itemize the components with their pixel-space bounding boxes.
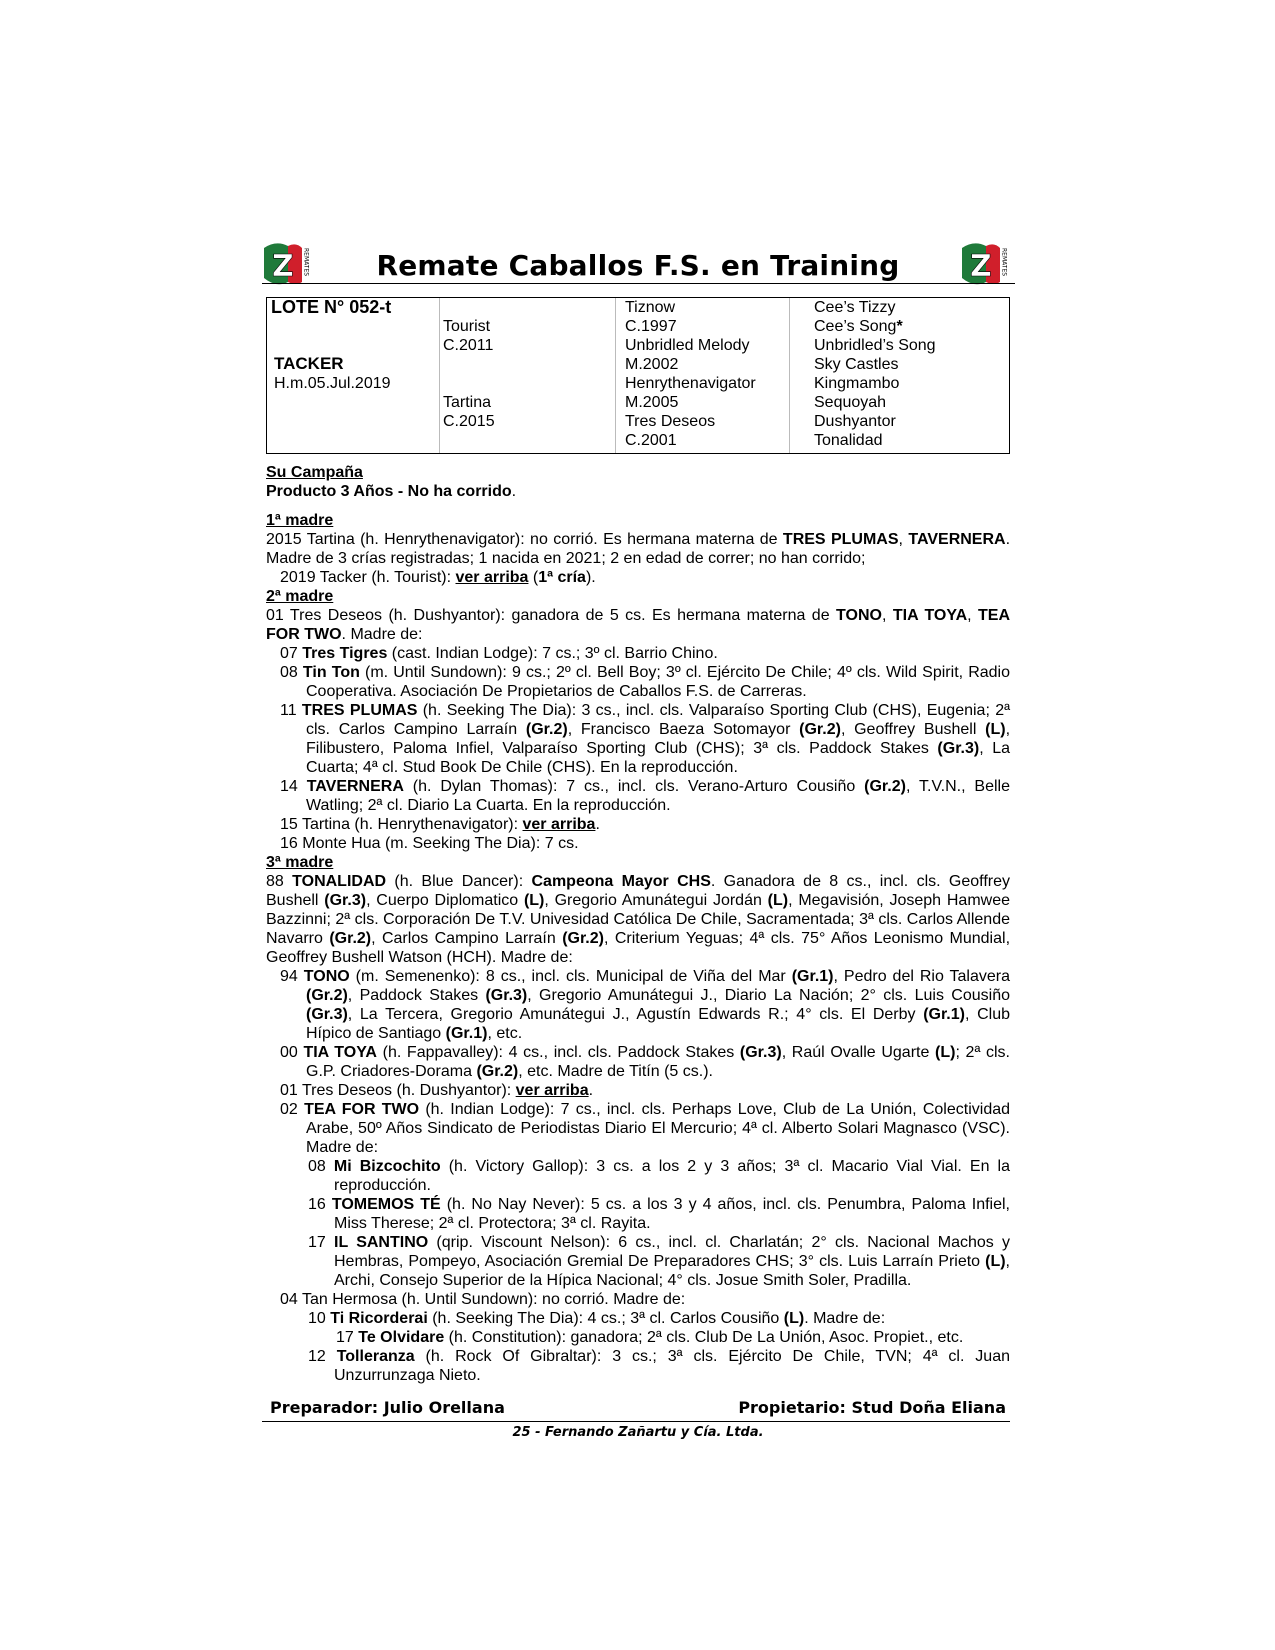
pedigree-gen4: Dushyantor (814, 413, 896, 430)
text-run: , Francisco Baeza Sotomayor (567, 721, 800, 738)
text-run: (h. Indian Lodge): 7 cs., incl. cls. Perhaps Love, Club de La Unión, Colectividad Arabe, 50º Años Sindicato de Periodistas Diario El Mercurio; 4ª cl. Alberto Solari Magnasco (VSC). Madre de: (306, 1101, 1011, 1156)
text-run: , Criterium Yeguas; 4ª cls. 75° Años Leonismo Mundial, Geoffrey Bushell Watson (HCH). Madre de: (266, 930, 1011, 966)
text-run: 10 (308, 1310, 331, 1327)
grade-label: (Gr.3) (485, 987, 528, 1004)
text-run: ). (585, 569, 596, 586)
pedigree-gen4: Cee’s Tizzy (814, 299, 896, 316)
text-run: , Pedro del Rio Talavera (833, 968, 1011, 985)
first-dam-paragraph (266, 530, 1010, 568)
pedigree-gen3: Tres Deseos (625, 413, 716, 430)
text-run: (h. No Nay Never): 5 cs. a los 3 y 4 años, incl. cls. Penumbra, Paloma Infiel, Miss Therese; 2ª cl. Protectora; 3ª cl. Rayita. (334, 1196, 1011, 1232)
text-run: , La Cuarta; 4ª cl. Stud Book De Chile (CHS). En la reproducción. (306, 740, 1011, 776)
pedigree-gen4: Unbridled’s Song (814, 337, 936, 354)
catalog-body (266, 463, 1010, 1385)
star-mark: * (896, 318, 903, 335)
page-footer: 25 - Fernando Zañartu y Cía. Ltda. (512, 1425, 764, 1440)
pedigree-gen4: Sky Castles (814, 356, 899, 373)
text-run: , Archi, Consejo Superior de la Hípica Nacional; 4° cls. Josue Smith Soler, Pradilla. (334, 1253, 1010, 1289)
third-dam-heading: 3ª madre (266, 854, 334, 871)
text-run: . (588, 1082, 594, 1099)
page-title: Remate Caballos F.S. en Training (376, 249, 900, 282)
grade-label: (Gr.1) (923, 1006, 965, 1023)
text-run: 12 (308, 1348, 337, 1365)
text-run: , Gregorio Amunátegui J., Diario La Nación; 2° cls. Luis Cousiño (527, 987, 1011, 1004)
list-item (266, 1100, 1010, 1157)
list-subitem (266, 1309, 1010, 1328)
text-run: . Madre de: (804, 1310, 886, 1327)
text-run: 94 (280, 968, 304, 985)
first-dam-offspring (266, 568, 1010, 587)
campaign-text (266, 482, 1010, 501)
footer-rule (262, 1421, 1010, 1422)
grade-label: (L) (935, 1044, 956, 1061)
grade-label: (Gr.3) (937, 740, 980, 757)
second-dam-paragraph (266, 606, 1010, 644)
text-run: (h. Constitution): ganadora; 2ª cls. Club De La Unión, Asoc. Propiet., etc. (444, 1329, 964, 1346)
text-run: (h. Blue Dancer): (386, 873, 532, 890)
horse-name-bold: TRES PLUMAS (301, 702, 418, 719)
grade-label: (L) (783, 1310, 805, 1327)
horse-name-bold: Tin Ton (302, 664, 360, 681)
pedigree-gen4-name: Cee’s Song (814, 318, 897, 335)
pedigree-gen3: C.1997 (625, 318, 677, 335)
list-item (266, 834, 1010, 853)
dam-name: Tartina (443, 394, 492, 411)
text-run: , (967, 607, 979, 624)
pedigree-gen3: M.2005 (625, 394, 679, 411)
text-run: 14 (280, 778, 307, 795)
text-run: , La Tercera, Gregorio Amunátegui J., Agustín Edwards R.; 4° cls. El Derby (347, 1006, 924, 1023)
horse-name-bold: TONO (303, 968, 350, 985)
text-run: , (881, 607, 893, 624)
text-run: , Megavisión, Joseph Hamwee Bazzinni; 2ª cls. Corporación De T.V. Univesidad Católica De Chile, Sacramentada; 3ª cls. Carlos Allende Navarro (266, 892, 1011, 947)
text-run: 88 (266, 873, 293, 890)
horse-name-bold: TONO (836, 607, 882, 624)
grade-label: (Gr.2) (525, 721, 568, 738)
text-run: , Filibustero, Paloma Infiel, Valparaíso Sporting Club (CHS); 3ª cls. Paddock Stakes (306, 721, 1011, 757)
list-item (266, 663, 1010, 701)
grade-label: (Gr.2) (476, 1063, 519, 1080)
third-dam-paragraph (266, 872, 1010, 967)
horse-name-bold: Tolleranza (336, 1348, 415, 1365)
grade-label: (Gr.2) (562, 930, 604, 947)
text-run: . (595, 816, 600, 833)
grade-label: (Gr.2) (306, 987, 348, 1004)
list-item (266, 815, 1010, 834)
grade-label: (L) (985, 721, 1006, 738)
first-foal-label: 1ª cría (538, 569, 586, 586)
horse-name: TACKER (274, 354, 344, 373)
text-run: 08 (308, 1158, 334, 1175)
list-subitem (266, 1195, 1010, 1233)
grade-label: (Gr.3) (306, 1006, 348, 1023)
campaign-status: Producto 3 Años - No ha corrido (266, 483, 512, 500)
text-run: . Ganadora de 8 cs., incl. cls. Geoffrey Bushell (266, 873, 1010, 909)
text-run: 2015 Tartina (h. Henrythenavigator): no corrió. Es hermana materna de (266, 531, 783, 548)
text-run: , etc. (487, 1025, 523, 1042)
grade-label: (Gr.2) (799, 721, 841, 738)
column-divider (789, 298, 790, 453)
text-run: (cast. Indian Lodge): 7 cs.; 3º cl. Barrio Chino. (387, 645, 718, 662)
pedigree-gen3: M.2002 (625, 356, 679, 373)
text-run: , etc. Madre de Titín (5 cs.). (518, 1063, 713, 1080)
campaign-heading: Su Campaña (266, 464, 363, 481)
pedigree-gen4: Tonalidad (814, 432, 883, 449)
horse-name-bold: TIA TOYA (892, 607, 968, 624)
text-run: 00 (280, 1044, 304, 1061)
horse-name-bold: Tres Tigres (302, 645, 388, 662)
grade-label: (L) (985, 1253, 1006, 1270)
list-subitem (266, 1157, 1010, 1195)
list-item (266, 777, 1010, 815)
grade-label: (L) (523, 892, 545, 909)
list-subitem (266, 1347, 1010, 1385)
champion-label: Campeona Mayor CHS (531, 873, 711, 890)
text-run: ( (528, 569, 539, 586)
second-dam-heading: 2ª madre (266, 588, 334, 605)
list-subitem (266, 1233, 1010, 1290)
column-divider (615, 298, 616, 453)
pedigree-gen3: Tiznow (625, 299, 676, 316)
see-above-ref: ver arriba (455, 569, 529, 586)
text-run: 15 Tartina (h. Henrythenavigator): (280, 816, 523, 833)
text-run: (m. Semenenko): 8 cs., incl. cls. Municipal de Viña del Mar (349, 968, 792, 985)
svg-text:Z: Z (970, 249, 992, 284)
list-item (266, 1081, 1010, 1100)
text-run: , (898, 531, 909, 548)
text-run: , Carlos Campino Larraín (371, 930, 563, 947)
text-run: 17 (336, 1329, 359, 1346)
pedigree-gen4: Sequoyah (814, 394, 887, 411)
lot-number: LOTE N° 052-t (271, 297, 392, 317)
horse-name-bold: TEA FOR TWO (304, 1101, 420, 1118)
text-run: , Raúl Ovalle Ugarte (781, 1044, 936, 1061)
campaign-text-end: . (511, 483, 517, 500)
text-run: . Madre de 3 crías registradas; 1 nacida en 2021; 2 en edad de correr; no han corrido; (266, 531, 1011, 567)
text-run: , Gregorio Amunátegui Jordán (544, 892, 768, 909)
text-run: 16 (308, 1196, 332, 1213)
text-run: , Paddock Stakes (347, 987, 486, 1004)
text-run: (h. Rock Of Gibraltar): 3 cs.; 3ª cls. Ejército De Chile, TVN; 4ª cl. Juan Unzurrunzaga Nieto. (334, 1348, 1011, 1384)
text-run: , Club Hípico de Santiago (306, 1006, 1011, 1042)
svg-text:REMATES: REMATES (302, 248, 310, 277)
text-run: 2019 Tacker (h. Tourist): (280, 569, 456, 586)
text-run: 02 (280, 1101, 305, 1118)
list-item: 04 Tan Hermosa (h. Until Sundown): no corrió. Madre de: (280, 1291, 686, 1308)
trainer-label: Preparador: Julio Orellana (270, 1398, 505, 1417)
title-rule (262, 283, 1015, 284)
list-item (266, 1043, 1010, 1081)
horse-name-bold: TONALIDAD (292, 873, 387, 890)
dam-info: C.2015 (443, 413, 495, 430)
horse-name-bold: Ti Ricorderai (330, 1310, 428, 1327)
pedigree-gen3: Henrythenavigator (625, 375, 756, 392)
list-item (266, 967, 1010, 1043)
horse-name-bold: Te Olvidare (358, 1329, 445, 1346)
pedigree-table (266, 297, 1010, 454)
text-run: (h. Seeking The Dia): 4 cs.; 3ª cl. Carlos Cousiño (427, 1310, 784, 1327)
text-run: 17 (308, 1234, 335, 1251)
text-run: , Geoffrey Bushell (840, 721, 986, 738)
grade-label: (Gr.2) (864, 778, 906, 795)
svg-text:REMATES: REMATES (1000, 248, 1008, 277)
text-run: , T.V.N., Belle Watling; 2ª cl. Diario La Cuarta. En la reproducción. (306, 778, 1010, 814)
grade-label: (Gr.2) (329, 930, 372, 947)
list-item (266, 644, 1010, 663)
text-run: (qrip. Viscount Nelson): 6 cs., incl. cl. Charlatán; 2° cls. Nacional Machos y Hembras, Pompeyo, Asociación Gremial De Preparadores CHS; 3° cls. Luis Larraín Prieto (334, 1234, 1010, 1270)
horse-name-bold: Mi Bizcochito (333, 1158, 441, 1175)
list-item (266, 701, 1010, 777)
text-run: (h. Seeking The Dia): 3 cs., incl. cls. Valparaíso Sporting Club (CHS), Eugenia; 2ª cls. Carlos Campino Larraín (306, 702, 1011, 738)
text-run: . Madre de: (341, 626, 423, 643)
text-run: (m. Until Sundown): 9 cs.; 2º cl. Bell Boy; 3º cl. Ejército De Chile; 4º cls. Wild Spirit, Radio Cooperativa. Asociación De Propietarios de Caballos F.S. de Carreras. (306, 664, 1011, 700)
text-run: 16 Monte Hua (m. Seeking The Dia): 7 cs. (280, 835, 579, 852)
horse-info: H.m.05.Jul.2019 (274, 375, 391, 392)
text-run: (h. Victory Gallop): 3 cs. a los 2 y 3 años; 3ª cl. Macario Vial Vial. En la reproducción. (334, 1158, 1011, 1194)
horse-name-bold: IL SANTINO (334, 1234, 429, 1251)
horse-name-bold: TOMEMOS TÉ (331, 1196, 441, 1213)
svg-text:Z: Z (272, 249, 294, 284)
text-run: (h. Dylan Thomas): 7 cs., incl. cls. Verano-Arturo Cousiño (403, 778, 865, 795)
grade-label: (Gr.1) (445, 1025, 488, 1042)
grade-label: (Gr.1) (791, 968, 834, 985)
see-above-ref: ver arriba (522, 816, 596, 833)
pedigree-gen4 (814, 317, 903, 336)
horse-name-bold: TRES PLUMAS (782, 531, 899, 548)
text-run: 11 (280, 702, 302, 719)
horse-name-bold: TEA FOR TWO (266, 607, 1011, 643)
text-run: 07 (280, 645, 303, 662)
first-dam-heading: 1ª madre (266, 512, 334, 529)
see-above-ref: ver arriba (515, 1082, 589, 1099)
pedigree-gen4: Kingmambo (814, 375, 900, 392)
text-run: 01 Tres Deseos (h. Dushyantor): (280, 1082, 516, 1099)
sire-name: Tourist (443, 318, 491, 335)
text-run: 01 Tres Deseos (h. Dushyantor): ganadora de 5 cs. Es hermana materna de (266, 607, 837, 624)
horse-name-bold: TIA TOYA (303, 1044, 377, 1061)
grade-label: (Gr.3) (324, 892, 367, 909)
owner-label: Propietario: Stud Doña Eliana (738, 1398, 1006, 1417)
text-run: ; 2ª cls. G.P. Criadores-Dorama (306, 1044, 1011, 1080)
grade-label: (Gr.3) (739, 1044, 782, 1061)
text-run: (h. Fappavalley): 4 cs., incl. cls. Paddock Stakes (376, 1044, 740, 1061)
horse-name-bold: TAVERNERA (908, 531, 1006, 548)
pedigree-gen3: Unbridled Melody (625, 337, 750, 354)
sire-info: C.2011 (443, 337, 494, 354)
text-run: , Cuerpo Diplomatico (366, 892, 524, 909)
column-divider (439, 298, 440, 453)
list-subsubitem (266, 1328, 1010, 1347)
grade-label: (L) (767, 892, 789, 909)
horse-name-bold: TAVERNERA (306, 778, 404, 795)
text-run: 08 (280, 664, 303, 681)
pedigree-gen3: C.2001 (625, 432, 677, 449)
